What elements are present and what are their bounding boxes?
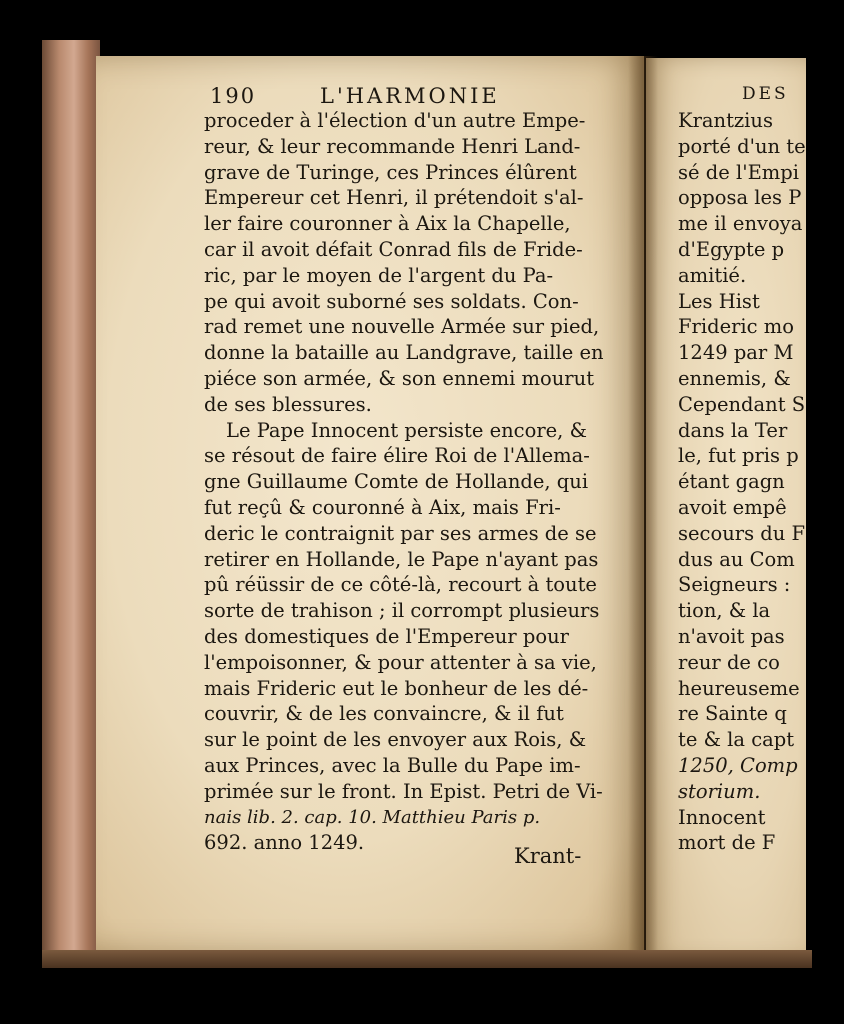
text-line: mort de F bbox=[678, 831, 776, 855]
text-line: étant gagn bbox=[678, 470, 785, 494]
text-line: fut reçû & couronné à Aix, mais Fri- bbox=[204, 495, 561, 519]
running-title-right: DES bbox=[742, 84, 789, 104]
text-line: car il avoit défait Conrad fils de Fride- bbox=[204, 237, 583, 261]
text-line: Le Pape Innocent persiste encore, & bbox=[226, 418, 587, 442]
text-line: 1250, Comp bbox=[678, 753, 798, 777]
text-line: Cependant S bbox=[678, 392, 806, 416]
text-line: le, fut pris p bbox=[678, 444, 799, 468]
text-line: ric, par le moyen de l'argent du Pa- bbox=[204, 263, 554, 287]
left-page-body bbox=[204, 108, 604, 856]
text-line: aux Princes, avec la Bulle du Pape im- bbox=[204, 753, 581, 777]
catchword: Krant- bbox=[514, 844, 582, 868]
citation-line: nais lib. 2. cap. 10. Matthieu Paris p. bbox=[204, 806, 541, 828]
text-line: rad remet une nouvelle Armée sur pied, bbox=[204, 315, 600, 339]
text-line: retirer en Hollande, le Pape n'ayant pas bbox=[204, 547, 599, 571]
text-line: Innocent bbox=[678, 805, 766, 829]
text-line: Empereur cet Henri, il prétendoit s'al- bbox=[204, 186, 584, 210]
text-line: heureuseme bbox=[678, 676, 800, 700]
text-line: storium. bbox=[678, 779, 761, 803]
text-line: 1249 par M bbox=[678, 341, 794, 365]
text-line: gne Guillaume Comte de Hollande, qui bbox=[204, 470, 589, 494]
text-line: Frideric mo bbox=[678, 315, 795, 339]
right-page-body bbox=[678, 108, 806, 856]
text-line: de ses blessures. bbox=[204, 392, 372, 416]
text-line: grave de Turinge, ces Princes élûrent bbox=[204, 160, 577, 184]
text-line: se résout de faire élire Roi de l'Allema- bbox=[204, 444, 590, 468]
text-line: sur le point de les envoyer aux Rois, & bbox=[204, 728, 587, 752]
text-line: amitié. bbox=[678, 263, 747, 287]
page-number: 190 bbox=[210, 84, 257, 108]
text-line: secours du F bbox=[678, 521, 806, 545]
text-line: ennemis, & bbox=[678, 366, 791, 390]
text-line: pe qui avoit suborné ses soldats. Con- bbox=[204, 289, 579, 313]
text-line: proceder à l'élection d'un autre Empe- bbox=[204, 109, 586, 132]
text-line: n'avoit pas bbox=[678, 624, 785, 648]
text-line: ler faire couronner à Aix la Chapelle, bbox=[204, 212, 571, 236]
text-line: donne la bataille au Landgrave, taille en bbox=[204, 341, 604, 365]
text-line: d'Egypte p bbox=[678, 237, 785, 261]
text-line: opposa les P bbox=[678, 186, 802, 210]
text-line: Les Hist bbox=[678, 289, 760, 313]
text-line: te & la capt bbox=[678, 728, 795, 752]
text-line: pû réüssir de ce côté-là, recourt à toute bbox=[204, 573, 597, 597]
text-line: dans la Ter bbox=[678, 418, 788, 442]
citation-line: 692. anno 1249. bbox=[204, 831, 365, 855]
text-line: deric le contraignit par ses armes de se bbox=[204, 521, 597, 545]
text-line: reur, & leur recommande Henri Land- bbox=[204, 134, 581, 158]
text-line: avoit empê bbox=[678, 495, 787, 519]
book-bottom-edge bbox=[42, 950, 812, 968]
text-line: primée sur le front. In Epist. Petri de Vi- bbox=[204, 779, 603, 803]
running-title-left: L'HARMONIE bbox=[320, 84, 500, 108]
text-line: re Sainte q bbox=[678, 702, 787, 726]
text-line: sorte de trahison ; il corrompt plusieurs bbox=[204, 599, 600, 623]
page-edge bbox=[42, 40, 100, 956]
text-line: Krantzius bbox=[678, 109, 773, 132]
text-line: piéce son armée, & son ennemi mourut bbox=[204, 366, 595, 390]
text-line: me il envoya bbox=[678, 212, 803, 236]
text-line: couvrir, & de les convaincre, & il fut bbox=[204, 702, 564, 726]
text-line: tion, & la bbox=[678, 599, 771, 623]
text-line: l'empoisonner, & pour attenter à sa vie, bbox=[204, 650, 597, 674]
text-line: des domestiques de l'Empereur pour bbox=[204, 624, 569, 648]
text-line: Seigneurs : bbox=[678, 573, 791, 597]
text-line: reur de co bbox=[678, 650, 780, 674]
text-line: porté d'un te bbox=[678, 134, 806, 158]
text-line: dus au Com bbox=[678, 547, 795, 571]
text-line: sé de l'Empi bbox=[678, 160, 800, 184]
text-line: mais Frideric eut le bonheur de les dé- bbox=[204, 676, 589, 700]
book-gutter bbox=[628, 56, 658, 956]
